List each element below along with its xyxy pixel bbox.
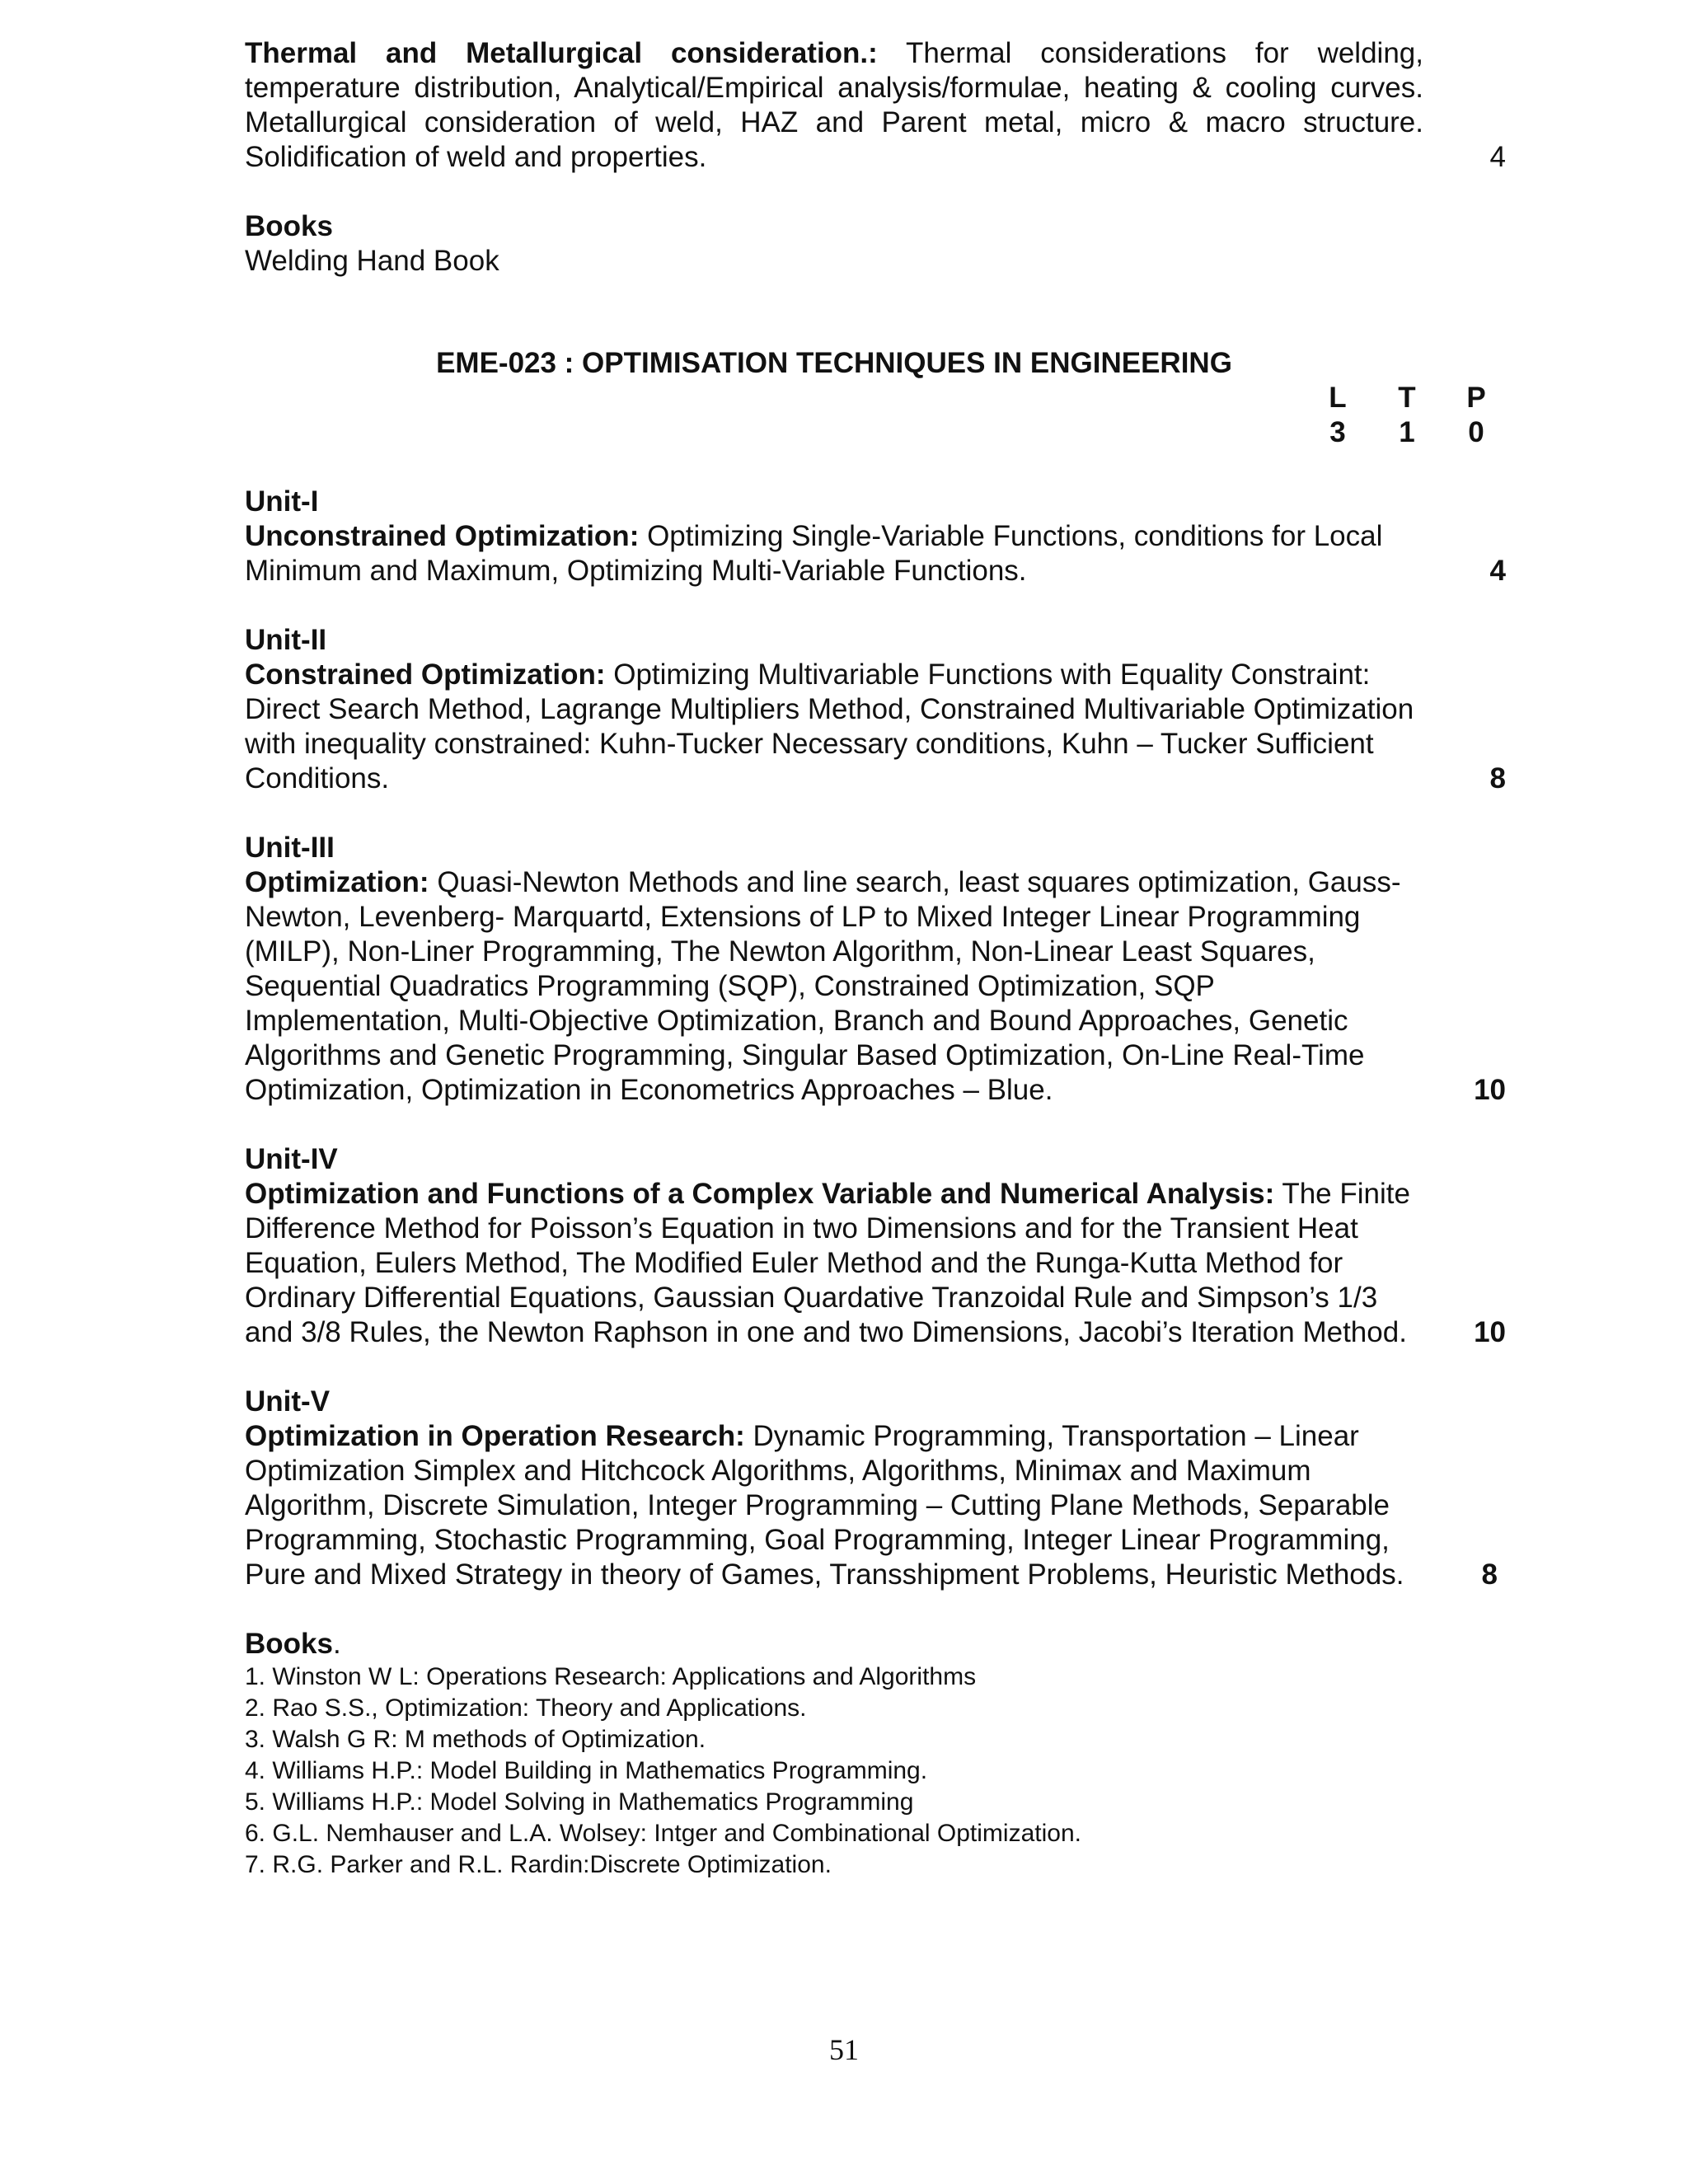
unit-text: The Finite Difference Method for Poisson’s Equation in two Dimensions and for the Transient Heat Equation, Eulers Method, The Modified Euler Method and the Runga-Kutta Method for Ordinary Differential Equations, Gaussian Quardative Tranzoidal Rule and Simpson’s 1/3 and 3/8 Rules, the Newton Raphson in one and two Dimensions, Jacobi’s Iteration Method. xyxy=(245,1178,1410,1348)
ltp-block xyxy=(245,381,1506,450)
prev-books-heading: Books xyxy=(245,210,333,242)
book-item: 6. G.L. Nemhauser and L.A. Wolsey: Intger and Combinational Optimization. xyxy=(245,1820,1081,1847)
book-item: 4. Williams H.P.: Model Building in Mathematics Programming. xyxy=(245,1757,928,1784)
intro-paragraph xyxy=(245,36,1423,175)
unit-hours: 10 xyxy=(1474,1074,1506,1106)
unit-hours: 10 xyxy=(1474,1316,1506,1348)
books-section xyxy=(245,1627,1506,1881)
unit-4 xyxy=(245,1142,1506,1350)
books-heading-line xyxy=(245,1627,1506,1661)
ltp-header-p: P xyxy=(1466,382,1486,414)
unit-3 xyxy=(245,831,1506,1108)
books-heading: Books xyxy=(245,1628,333,1660)
unit-label: Unit-IV xyxy=(245,1143,338,1175)
unit-body xyxy=(245,1177,1423,1350)
books-heading-suffix: . xyxy=(332,1628,341,1660)
unit-body xyxy=(245,658,1423,796)
unit-hours: 8 xyxy=(1481,1558,1498,1591)
unit-text: Optimizing Multivariable Functions with Equality Constraint: Direct Search Method, Lagrange Multipliers Method, Constrained Multivariable Optimization with inequality constrained: Kuhn-Tucker Necessary conditions, Kuhn – Tucker Sufficient Conditions. xyxy=(245,658,1414,794)
unit-label: Unit-II xyxy=(245,624,327,656)
unit-heading: Optimization: xyxy=(245,866,429,898)
unit-heading: Constrained Optimization: xyxy=(245,658,606,691)
page-number: 51 xyxy=(829,2033,859,2066)
unit-body xyxy=(245,865,1423,1108)
unit-text: Quasi-Newton Methods and line search, least squares optimization, Gauss-Newton, Levenberg- Marquartd, Extensions of LP to Mixed Integer Linear Programming (MILP), Non-Liner Programming, The Newton Algorithm, Non-Linear Least Squares, Sequential Quadratics Programming (SQP), Constrained Optimization, SQP Implementation, Multi-Objective Optimization, Branch and Bound Approaches, Genetic Algorithms and Genetic Programming, Singular Based Optimization, On-Line Real-Time Optimization, Optimization in Econometrics Approaches – Blue. xyxy=(245,866,1401,1106)
unit-2 xyxy=(245,623,1506,796)
ltp-header-t: T xyxy=(1398,382,1416,414)
unit-heading: Optimization in Operation Research: xyxy=(245,1420,745,1452)
intro-text: Thermal considerations for welding, temperature distribution, Analytical/Empirical analysis/formulae, heating & cooling curves. Metallurgical consideration of weld, HAZ and Parent metal, micro & macro structure. Solidification of weld and properties. xyxy=(245,37,1423,173)
ltp-table xyxy=(1303,381,1511,450)
unit-label: Unit-I xyxy=(245,485,319,518)
books-list xyxy=(245,1661,1506,1881)
unit-text: Optimizing Single-Variable Functions, conditions for Local Minimum and Maximum, Optimizing Multi-Variable Functions. xyxy=(245,520,1383,587)
unit-body xyxy=(245,1419,1423,1592)
unit-heading: Optimization and Functions of a Complex Variable and Numerical Analysis: xyxy=(245,1178,1275,1210)
unit-1 xyxy=(245,485,1506,588)
course-title: EME-023 : OPTIMISATION TECHNIQUES IN ENGINEERING xyxy=(436,347,1232,379)
unit-body xyxy=(245,519,1423,588)
book-item: 2. Rao S.S., Optimization: Theory and Applications. xyxy=(245,1694,807,1722)
prev-books-section xyxy=(245,209,1506,279)
unit-label: Unit-V xyxy=(245,1385,331,1418)
prev-books-item: Welding Hand Book xyxy=(245,245,499,277)
ltp-value-p: 0 xyxy=(1468,416,1484,448)
book-item: 3. Walsh G R: M methods of Optimization. xyxy=(245,1726,706,1753)
unit-5 xyxy=(245,1385,1506,1592)
ltp-value-t: 1 xyxy=(1399,416,1415,448)
book-item: 1. Winston W L: Operations Research: Applications and Algorithms xyxy=(245,1663,977,1690)
ltp-header-l: L xyxy=(1329,382,1347,414)
document-page xyxy=(245,36,1506,1881)
unit-hours: 8 xyxy=(1489,762,1506,794)
unit-hours: 4 xyxy=(1489,555,1506,587)
unit-label: Unit-III xyxy=(245,832,335,864)
intro-heading: Thermal and Metallurgical consideration.: xyxy=(245,37,878,69)
ltp-value-l: 3 xyxy=(1329,416,1346,448)
intro-hours: 4 xyxy=(1489,141,1506,173)
unit-text: Dynamic Programming, Transportation – Linear Optimization Simplex and Hitchcock Algorithms, Algorithms, Minimax and Maximum Algorithm, Discrete Simulation, Integer Programming – Cutting Plane Methods, Separable Programming, Stochastic Programming, Goal Programming, Integer Linear Programming, Pure and Mixed Strategy in theory of Games, Transshipment Problems, Heuristic Methods. xyxy=(245,1420,1404,1591)
unit-heading: Unconstrained Optimization: xyxy=(245,520,640,552)
book-item: 5. Williams H.P.: Model Solving in Mathematics Programming xyxy=(245,1788,914,1816)
book-item: 7. R.G. Parker and R.L. Rardin:Discrete Optimization. xyxy=(245,1851,832,1878)
